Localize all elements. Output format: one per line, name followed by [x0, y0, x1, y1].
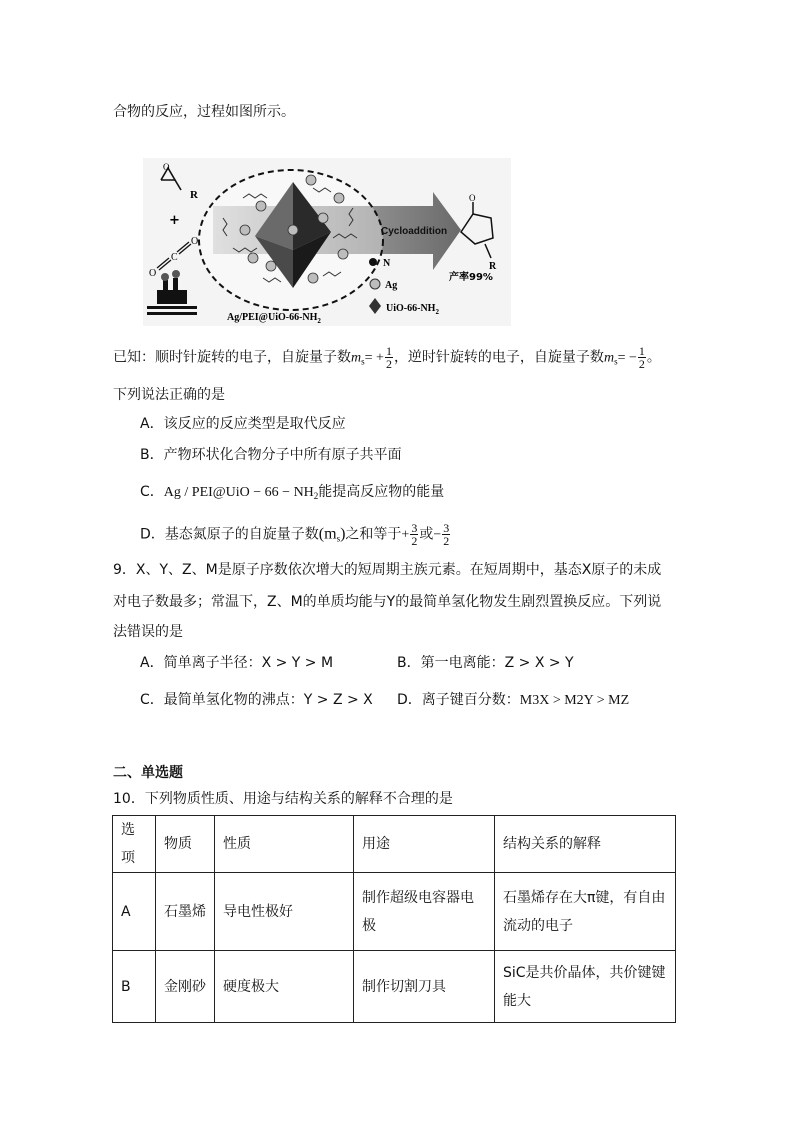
cell-property: 硬度极大 [215, 951, 354, 1023]
q9-line3: 法错误的是 [113, 624, 183, 640]
product-o-label: O [469, 193, 476, 203]
reaction-diagram [143, 158, 511, 326]
half-fraction: $\frac{1}{2}$ [385, 344, 392, 371]
eq-minus: = − [617, 350, 637, 366]
cell-option: B [113, 951, 156, 1023]
q9-option-b: B．第一电离能：Z > X > Y [397, 655, 574, 671]
legend-uio-label: UiO-$66-NH_2$ [386, 303, 439, 316]
q8-option-d: D．基态氮原子的自旋量子数$(m_s)$之和等于+ $\frac{3}{2}$ 或− $\frac{3}{2}$ [140, 521, 450, 548]
q9-line1: 9．X、Y、Z、M是原子序数依次增大的短周期主族元素。在短周期中，基态X原子的未成 [113, 562, 662, 578]
q10-stem: 10．下列物质性质、用途与结构关系的解释不合理的是 [113, 791, 453, 807]
section-heading: 二、单选题 [113, 765, 183, 781]
co2-o1-label: O [149, 268, 157, 279]
plus-sign: + [169, 213, 180, 228]
q9-line2: 对电子数最多；常温下，Z、M的单质均能与Y的最简单氢化物发生剧烈置换反应。下列说 [113, 594, 662, 610]
cell-use: 制作切割刀具 [354, 951, 495, 1023]
legend-uio-diamond [369, 298, 381, 314]
ms-sub-2: s [614, 356, 618, 367]
header-cell: 选项 [113, 816, 156, 873]
cell-use: 制作超级电容器电 极 [354, 873, 495, 951]
ms-sub: s [361, 356, 365, 367]
ms-symbol-2: m [603, 350, 615, 366]
q10-table [112, 815, 676, 1023]
known-mid: ，逆时针旋转的电子，自旋量子数 [393, 349, 604, 366]
product-molecule [461, 202, 493, 258]
header-cell: 结构关系的解释 [495, 816, 676, 873]
table-header-row [113, 816, 676, 873]
cell-explanation: 石墨烯存在大π键，有自由 流动的电子 [495, 873, 676, 951]
q9-option-a: A．简单离子半径：X > Y > M [140, 655, 334, 671]
reaction-figure [143, 158, 511, 326]
co2-c-label: C [171, 252, 178, 263]
cell-substance: 石墨烯 [156, 873, 215, 951]
catalyst-label: $Ag/PEI@UiO-66-NH_2$ [227, 312, 321, 325]
cell-explanation: SiC是共价晶体，共价键键 能大 [495, 951, 676, 1023]
q9-option-c: C．最简单氢化物的沸点：Y > Z > X [140, 692, 373, 708]
known-statement [113, 345, 661, 372]
header-cell: 用途 [354, 816, 495, 873]
cell-option: A [113, 873, 156, 951]
table-row [113, 951, 676, 1023]
cycloaddition-label: Cycloaddition [381, 226, 448, 237]
known-end: 。 [646, 349, 661, 366]
q9-option-d: D．离子键百分数：M3X > M2Y > MZ [397, 692, 630, 708]
header-cell: 物质 [156, 816, 215, 873]
q8-option-b: B．产物环状化合物分子中所有原子共平面 [140, 447, 402, 463]
known-prefix: 已知：顺时针旋转的电子，自旋量子数 [113, 349, 351, 366]
epoxide-r-label: R [190, 189, 198, 201]
q8-option-c: C．Ag / PEI@UiO − $66 - NH_2$能提高反应物的能量 [140, 484, 445, 501]
epoxide-o-label: O [163, 162, 170, 172]
co2-o2-label: O [191, 236, 199, 247]
half-fraction-2: $\frac{1}{2}$ [638, 344, 645, 371]
table-row [113, 873, 676, 951]
product-r-label: R [489, 261, 497, 272]
legend-ag-label: Ag [385, 280, 398, 291]
legend-n-dot [369, 258, 377, 266]
cell-substance: 金刚砂 [156, 951, 215, 1023]
legend-ag-dot [370, 279, 380, 289]
legend-n-label: N [383, 258, 391, 269]
header-cell: 性质 [215, 816, 354, 873]
intro-text: 合物的反应，过程如图所示。 [113, 104, 295, 120]
ms-symbol: m [351, 350, 362, 366]
yield-label: 产率99% [449, 272, 493, 283]
q8-stem: 下列说法正确的是 [113, 387, 225, 403]
eq-plus: = + [364, 350, 384, 366]
q8-option-a: A．该反应的反应类型是取代反应 [140, 416, 346, 432]
cell-property: 导电性极好 [215, 873, 354, 951]
